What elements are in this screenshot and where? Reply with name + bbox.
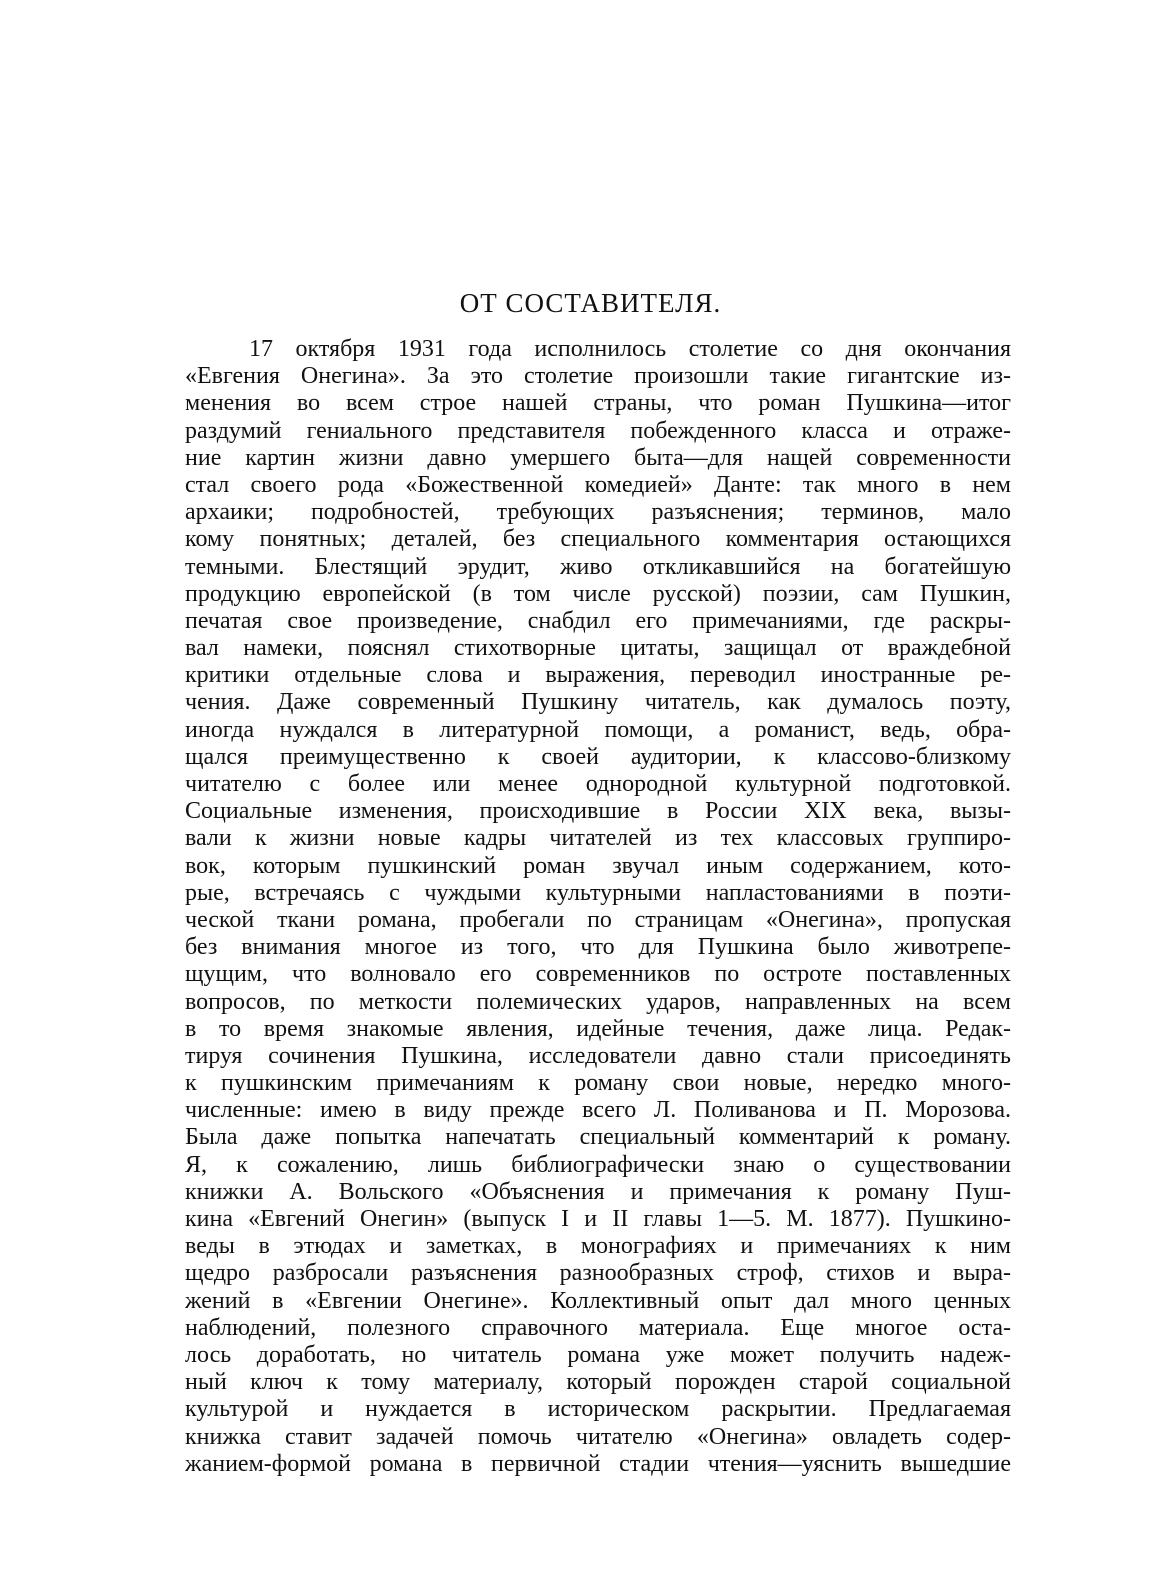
text-line: культурой и нуждается в историческом раскрытии. Предлагаемая bbox=[185, 1396, 1011, 1423]
text-line: без внимания многое из того, что для Пушкина было животрепе- bbox=[185, 934, 1011, 961]
text-line: книжки А. Вольского «Объяснения и примечания к роману Пуш- bbox=[185, 1178, 1011, 1205]
text-line: щедро разбросали разъяснения разнообразных строф, стихов и выра- bbox=[185, 1260, 1011, 1287]
text-line: вопросов, по меткости полемических ударов, направленных на всем bbox=[185, 988, 1011, 1015]
text-line: Социальные изменения, происходившие в России XIX века, вызы- bbox=[185, 798, 1011, 825]
text-line: кина «Евгений Онегин» (выпуск I и II главы 1—5. М. 1877). Пушкино- bbox=[185, 1206, 1011, 1232]
text-line: жений в «Евгении Онегине». Коллективный опыт дал много ценных bbox=[185, 1287, 1011, 1314]
text-line: численные: имею в виду прежде всего Л. Поливанова и П. Морозова. bbox=[185, 1097, 1011, 1124]
text-line: ческой ткани романа, пробегали по страницам «Онегина», пропуская bbox=[185, 906, 1011, 933]
text-line: архаики; подробностей, требующих разъяснения; терминов, мало bbox=[185, 499, 1011, 526]
text-line: менения во всем строе нашей страны, что роман Пушкина—итог bbox=[185, 390, 1011, 417]
text-line: щался преимущественно к своей аудитории, к классово-близкому bbox=[185, 743, 1011, 770]
text-line: ный ключ к тому материалу, который порожден старой социальной bbox=[185, 1369, 1011, 1396]
text-line: к пушкинским примечаниям к роману свои новые, нередко много- bbox=[185, 1070, 1011, 1097]
text-line: лось доработать, но читатель романа уже может получить надеж- bbox=[185, 1341, 1011, 1368]
text-line: жанием-формой романа в первичной стадии чтения—уяснить вышедшие bbox=[185, 1450, 1011, 1477]
text-line: раздумий гениального представителя побежденного класса и отраже- bbox=[185, 417, 1011, 444]
text-line: читателю с более или менее однородной культурной подготовкой. bbox=[185, 771, 1011, 797]
text-line: темными. Блестящий эрудит, живо откликавшийся на богатейшую bbox=[185, 553, 1011, 580]
text-line: вал намеки, пояснял стихотворные цитаты, защищал от враждебной bbox=[185, 635, 1011, 662]
text-line: иногда нуждался в литературной помощи, а романист, ведь, обра- bbox=[185, 716, 1011, 743]
text-line: наблюдений, полезного справочного материала. Еще многое оста- bbox=[185, 1314, 1011, 1341]
text-line: Была даже попытка напечатать специальный комментарий к роману. bbox=[185, 1124, 1011, 1151]
text-line: Я, к сожалению, лишь библиографически знаю о существовании bbox=[185, 1151, 1011, 1178]
section-heading: ОТ СОСТАВИТЕЛЯ. bbox=[459, 288, 722, 318]
text-line: вок, которым пушкинский роман звучал иным содержанием, кото- bbox=[185, 852, 1011, 879]
text-line: рые, встречаясь с чуждыми культурными напластованиями в поэти- bbox=[185, 879, 1011, 906]
text-line: критики отдельные слова и выражения, переводил иностранные ре- bbox=[185, 662, 1011, 689]
text-line: печатая свое произведение, снабдил его примечаниями, где раскры- bbox=[185, 607, 1011, 634]
text-line: вали к жизни новые кадры читателей из тех классовых группиро- bbox=[185, 825, 1011, 852]
text-line: «Евгения Онегина». За это столетие произошли такие гигантские из- bbox=[185, 363, 1011, 390]
text-line: чения. Даже современный Пушкину читатель, как думалось поэту, bbox=[185, 689, 1011, 716]
text-line: 17 октября 1931 года исполнилось столетие со дня окончания bbox=[249, 336, 1011, 362]
text-line: в то время знакомые явления, идейные течения, даже лица. Редак- bbox=[185, 1015, 1011, 1042]
text-line: продукцию европейской (в том числе русской) поэзии, сам Пушкин, bbox=[185, 580, 1011, 607]
text-line: стал своего рода «Божественной комедией» Данте: так много в нем bbox=[185, 471, 1011, 498]
text-line: щущим, что волновало его современников по остроте поставленных bbox=[185, 961, 1011, 988]
text-line: веды в этюдах и заметках, в монографиях и примечаниях к ним bbox=[185, 1233, 1011, 1260]
text-line: ние картин жизни давно умершего быта—для нащей современности bbox=[185, 444, 1011, 471]
text-line: книжка ставит задачей помочь читателю «Онегина» овладеть содер- bbox=[185, 1423, 1011, 1450]
text-line: кому понятных; деталей, без специального комментария остающихся bbox=[185, 526, 1011, 553]
body-paragraph bbox=[185, 336, 1011, 1478]
text-line: тируя сочинения Пушкина, исследователи давно стали присоединять bbox=[185, 1042, 1011, 1069]
